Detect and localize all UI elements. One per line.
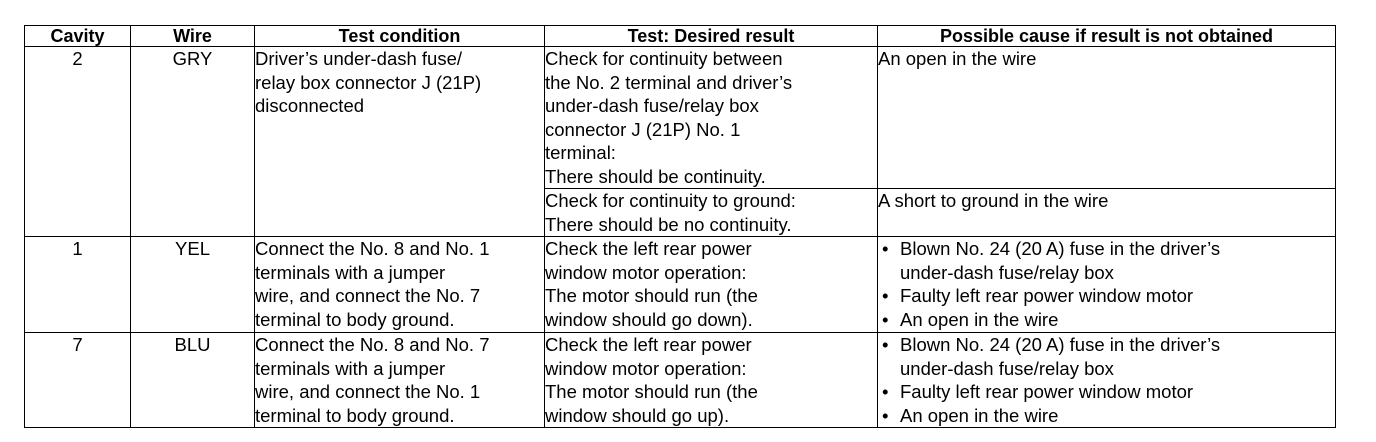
cause-item bbox=[878, 308, 1335, 332]
cause-line: An open in the wire bbox=[900, 308, 1059, 330]
condition-line: terminals with a jumper bbox=[255, 357, 446, 379]
header-cavity: Cavity bbox=[25, 26, 131, 47]
bullet-icon: • bbox=[882, 334, 889, 355]
table-row bbox=[25, 47, 1336, 189]
condition-line: terminal to body ground. bbox=[255, 404, 455, 426]
result-line: window motor operation: bbox=[545, 261, 747, 283]
cause-line: A short to ground in the wire bbox=[878, 190, 1109, 211]
cause-line: Faulty left rear power window motor bbox=[900, 381, 1194, 402]
cause-cell bbox=[878, 189, 1336, 237]
condition-cell bbox=[255, 47, 545, 237]
result-cell bbox=[545, 47, 878, 189]
wire-cell: BLU bbox=[131, 333, 255, 428]
cause-line: Blown No. 24 (20 A) fuse in the driver’s bbox=[900, 334, 1221, 355]
table-row bbox=[25, 237, 1336, 333]
cause-cell bbox=[878, 47, 1336, 189]
header-test-condition: Test condition bbox=[255, 26, 545, 47]
cause-item bbox=[878, 333, 1335, 380]
result-line: under-dash fuse/relay box bbox=[545, 95, 759, 116]
result-line: The motor should run (the bbox=[545, 381, 758, 402]
cause-line: under-dash fuse/relay box bbox=[900, 261, 1114, 283]
cause-line: Faulty left rear power window motor bbox=[900, 285, 1194, 306]
result-line: Check for continuity between bbox=[545, 48, 783, 69]
condition-line: terminal to body ground. bbox=[255, 308, 455, 330]
result-line: There should be continuity. bbox=[545, 165, 766, 187]
condition-line: terminals with a jumper bbox=[255, 261, 446, 283]
header-row bbox=[25, 26, 1336, 47]
result-line: the No. 2 terminal and driver’s bbox=[545, 71, 793, 93]
cause-cell bbox=[878, 333, 1336, 428]
bullet-icon: • bbox=[882, 381, 889, 402]
condition-cell bbox=[255, 237, 545, 333]
cause-item bbox=[878, 237, 1335, 284]
result-line: There should be no continuity. bbox=[545, 213, 792, 235]
cause-item bbox=[878, 284, 1335, 308]
header-wire: Wire bbox=[131, 26, 255, 47]
condition-line: relay box connector J (21P) bbox=[255, 71, 482, 93]
cause-list bbox=[878, 333, 1335, 427]
cause-item bbox=[878, 380, 1335, 404]
result-line: window should go up). bbox=[545, 404, 730, 426]
troubleshooting-table bbox=[24, 25, 1336, 428]
cause-list bbox=[878, 237, 1335, 331]
result-line: Check the left rear power bbox=[545, 238, 752, 259]
condition-line: Connect the No. 8 and No. 7 bbox=[255, 334, 490, 355]
condition-line: Driver’s under-dash fuse/ bbox=[255, 48, 463, 69]
bullet-icon: • bbox=[882, 404, 889, 426]
condition-line: wire, and connect the No. 7 bbox=[255, 285, 481, 306]
header-possible-cause: Possible cause if result is not obtained bbox=[878, 26, 1336, 47]
cause-line: An open in the wire bbox=[900, 404, 1059, 426]
cavity-cell: 7 bbox=[25, 333, 131, 428]
cavity-cell: 2 bbox=[25, 47, 131, 237]
result-line: Check for continuity to ground: bbox=[545, 190, 796, 211]
wire-cell: GRY bbox=[131, 47, 255, 237]
cause-line: Blown No. 24 (20 A) fuse in the driver’s bbox=[900, 238, 1221, 259]
result-line: connector J (21P) No. 1 bbox=[545, 118, 741, 140]
condition-line: Connect the No. 8 and No. 1 bbox=[255, 238, 490, 259]
table-row bbox=[25, 333, 1336, 428]
cause-cell bbox=[878, 237, 1336, 333]
wire-cell: YEL bbox=[131, 237, 255, 333]
result-cell bbox=[545, 237, 878, 333]
condition-line: wire, and connect the No. 1 bbox=[255, 381, 481, 402]
result-line: terminal: bbox=[545, 142, 616, 163]
bullet-icon: • bbox=[882, 285, 889, 306]
result-line: window should go down). bbox=[545, 308, 753, 330]
cause-item bbox=[878, 404, 1335, 428]
bullet-icon: • bbox=[882, 308, 889, 330]
result-cell bbox=[545, 189, 878, 237]
condition-line: disconnected bbox=[255, 95, 365, 116]
cavity-cell: 1 bbox=[25, 237, 131, 333]
cause-line: under-dash fuse/relay box bbox=[900, 357, 1114, 379]
result-cell bbox=[545, 333, 878, 428]
result-line: Check the left rear power bbox=[545, 334, 752, 355]
condition-cell bbox=[255, 333, 545, 428]
header-desired-result: Test: Desired result bbox=[545, 26, 878, 47]
cause-line: An open in the wire bbox=[878, 48, 1037, 69]
result-line: The motor should run (the bbox=[545, 285, 758, 306]
bullet-icon: • bbox=[882, 238, 889, 259]
result-line: window motor operation: bbox=[545, 357, 747, 379]
